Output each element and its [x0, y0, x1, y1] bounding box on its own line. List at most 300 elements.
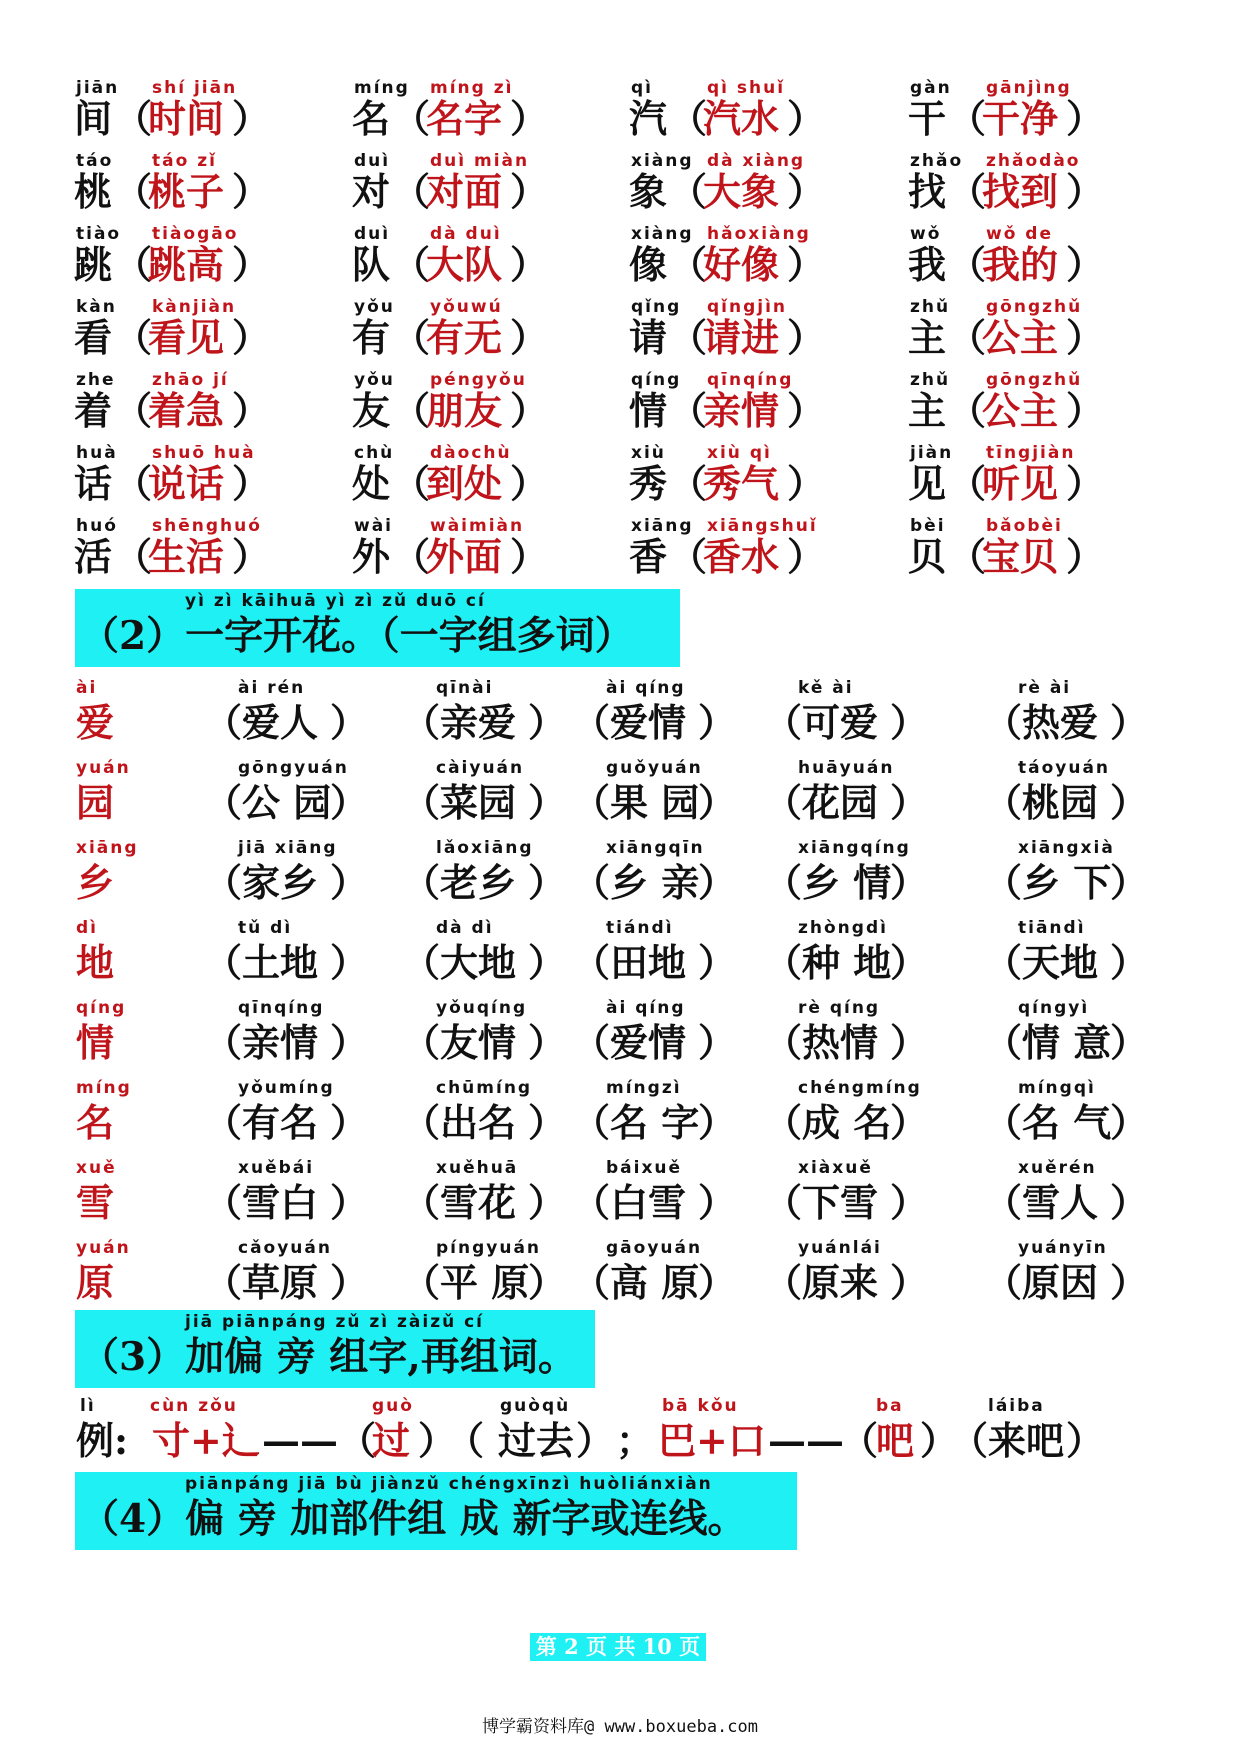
paren-open: （ — [114, 242, 153, 287]
paren-open: （ — [764, 1180, 803, 1225]
char: 处 — [352, 461, 391, 506]
paren-open: （ — [764, 1260, 803, 1305]
paren-close: ） — [510, 169, 549, 214]
word-pinyin: míng zì — [430, 78, 514, 98]
char-pinyin: zhǔ — [910, 297, 951, 317]
paren-open: （ — [984, 700, 1023, 745]
word-pinyin: tiàogāo — [152, 224, 239, 244]
paren-close: ） — [1110, 700, 1149, 745]
char: 香 — [629, 534, 668, 579]
word: 成 名 — [802, 1100, 892, 1145]
paren-close: ） — [418, 1418, 457, 1463]
paren-close: ） — [1066, 388, 1105, 433]
paren-open: （ — [402, 1260, 441, 1305]
paren-close: ） — [1066, 169, 1105, 214]
word-pinyin: huāyuán — [798, 758, 895, 778]
paren-open: （ — [572, 1260, 611, 1305]
word: 田地 — [610, 940, 687, 985]
word-pinyin: yǒumíng — [238, 1078, 335, 1098]
word-pinyin: yuányīn — [1018, 1238, 1108, 1258]
word: 桃园 — [1022, 780, 1099, 825]
paren-close: ） — [787, 242, 826, 287]
row-char: 爱 — [76, 700, 115, 745]
example-label: 例: — [76, 1418, 129, 1463]
char: 情 — [629, 388, 668, 433]
word-pinyin: gāoyuán — [606, 1238, 703, 1258]
paren-open: （ — [392, 242, 431, 287]
word: 桃子 — [148, 169, 225, 214]
word-pinyin: péngyǒu — [430, 370, 527, 390]
paren-open: （ — [402, 940, 441, 985]
word-pinyin: tǔ dì — [238, 918, 293, 938]
word-pinyin: táoyuán — [1018, 758, 1111, 778]
word-pinyin: rè qíng — [798, 998, 881, 1018]
word-pinyin: ài rén — [238, 678, 306, 698]
word-pinyin: píngyuán — [436, 1238, 542, 1258]
paren-close: ） — [232, 96, 271, 141]
example-word2: 来吧 — [988, 1418, 1065, 1463]
paren-open: （ — [764, 940, 803, 985]
paren-close: ） — [330, 1100, 369, 1145]
row-char: 名 — [76, 1100, 115, 1145]
word: 家乡 — [242, 860, 319, 905]
char: 贝 — [908, 534, 947, 579]
paren-open: （ — [948, 96, 987, 141]
char: 像 — [629, 242, 668, 287]
word-pinyin: tīngjiàn — [986, 443, 1076, 463]
word: 热爱 — [1022, 700, 1099, 745]
paren-open: （ — [984, 1100, 1023, 1145]
paren-close: ） — [1110, 1260, 1149, 1305]
paren-open: （ — [114, 534, 153, 579]
example-parts2-pinyin: bā kǒu — [662, 1396, 739, 1416]
char: 话 — [74, 461, 113, 506]
example-word1: 过去 — [498, 1418, 575, 1463]
paren-close: ） — [698, 700, 737, 745]
char-pinyin: xiàng — [631, 224, 694, 244]
word: 天地 — [1022, 940, 1099, 985]
word-pinyin: shuō huà — [152, 443, 256, 463]
char-pinyin: chù — [354, 443, 395, 463]
row-char-pinyin: dì — [76, 918, 98, 938]
paren-open: （ — [669, 315, 708, 360]
paren-open: （ — [204, 1020, 243, 1065]
paren-close: ） — [528, 1100, 567, 1145]
word-pinyin: bǎobèi — [986, 516, 1063, 536]
example-parts1-pinyin: cùn zǒu — [150, 1396, 238, 1416]
word: 看见 — [148, 315, 225, 360]
word: 有名 — [242, 1100, 319, 1145]
paren-open: （ — [950, 1418, 989, 1463]
paren-close: ） — [890, 860, 929, 905]
paren-close: ） — [1066, 534, 1105, 579]
word-pinyin: shí jiān — [152, 78, 238, 98]
word-pinyin: míngqì — [1018, 1078, 1096, 1098]
paren-open: （ — [402, 1100, 441, 1145]
word-pinyin: yuánlái — [798, 1238, 882, 1258]
word: 名 字 — [610, 1100, 700, 1145]
word: 雪花 — [440, 1180, 517, 1225]
word: 乡 情 — [802, 860, 892, 905]
paren-open: （ — [764, 700, 803, 745]
word-pinyin: míngzì — [606, 1078, 682, 1098]
word: 平 原 — [440, 1260, 530, 1305]
word-pinyin: chéngmíng — [798, 1078, 922, 1098]
char-pinyin: táo — [76, 151, 114, 171]
word: 亲情 — [242, 1020, 319, 1065]
word-pinyin: ài qíng — [606, 678, 686, 698]
paren-open: （ — [402, 1020, 441, 1065]
example-char1: 过 — [372, 1418, 411, 1463]
example-word2-pinyin: láiba — [988, 1396, 1045, 1416]
word-pinyin: xiù qì — [707, 443, 772, 463]
example-dash1: —— — [262, 1418, 338, 1463]
word-pinyin: xiàxuě — [798, 1158, 873, 1178]
paren-open: （ — [572, 700, 611, 745]
paren-close: ） — [787, 388, 826, 433]
word: 高 原 — [610, 1260, 700, 1305]
paren-open: （ — [114, 461, 153, 506]
word: 下雪 — [802, 1180, 879, 1225]
word-pinyin: tiāndì — [1018, 918, 1086, 938]
char-pinyin: duì — [354, 224, 391, 244]
row-char: 雪 — [76, 1180, 115, 1225]
word: 菜园 — [440, 780, 517, 825]
paren-open: （ — [948, 242, 987, 287]
paren-open: （ — [572, 860, 611, 905]
word: 亲爱 — [440, 700, 517, 745]
char-pinyin: xiàng — [631, 151, 694, 171]
char-pinyin: duì — [354, 151, 391, 171]
paren-open: （ — [984, 940, 1023, 985]
word: 雪白 — [242, 1180, 319, 1225]
word: 果 园 — [610, 780, 700, 825]
char-pinyin: huà — [76, 443, 118, 463]
char-pinyin: yǒu — [354, 370, 395, 390]
paren-open: （ — [402, 780, 441, 825]
paren-close: ） — [330, 1260, 369, 1305]
paren-close: ） — [698, 860, 737, 905]
word: 种 地 — [802, 940, 892, 985]
paren-open: （ — [572, 780, 611, 825]
word-pinyin: shēnghuó — [152, 516, 262, 536]
page-number: 第 2 页 共 10 页 — [530, 1633, 706, 1661]
word: 干净 — [982, 96, 1059, 141]
paren-open: （ — [114, 169, 153, 214]
word-pinyin: zhǎodào — [986, 151, 1081, 171]
paren-open: （ — [402, 700, 441, 745]
example-semicolon: ； — [616, 1418, 655, 1463]
word-pinyin: qīnài — [436, 678, 494, 698]
row-char-pinyin: míng — [76, 1078, 132, 1098]
paren-close: ） — [528, 940, 567, 985]
paren-open: （ — [114, 96, 153, 141]
word-pinyin: xiāngshuǐ — [707, 516, 818, 536]
paren-open: （ — [114, 315, 153, 360]
paren-close: ） — [1110, 1020, 1149, 1065]
word: 着急 — [148, 388, 225, 433]
paren-close: ） — [890, 1020, 929, 1065]
paren-open: （ — [392, 315, 431, 360]
example-dash2: —— — [768, 1418, 844, 1463]
word: 花园 — [802, 780, 879, 825]
word-pinyin: xiāngxià — [1018, 838, 1115, 858]
word-pinyin: qīnqíng — [238, 998, 325, 1018]
example-word1-pinyin: guòqù — [500, 1396, 571, 1416]
char-pinyin: xiù — [631, 443, 666, 463]
paren-close: ） — [1066, 1418, 1105, 1463]
word-pinyin: qì shuǐ — [707, 78, 786, 98]
section2-title-pinyin: yì zì kāihuā yì zì zǔ duō cí — [185, 591, 486, 611]
char-pinyin: gàn — [910, 78, 952, 98]
paren-close: ） — [1110, 780, 1149, 825]
char-pinyin: kàn — [76, 297, 117, 317]
paren-open: （ — [669, 461, 708, 506]
char-pinyin: jiān — [76, 78, 120, 98]
char-pinyin: xiāng — [631, 516, 694, 536]
word: 香水 — [703, 534, 780, 579]
word: 好像 — [703, 242, 780, 287]
paren-open: （ — [764, 780, 803, 825]
paren-close: ） — [232, 242, 271, 287]
paren-open: （ — [338, 1418, 377, 1463]
paren-open: （ — [572, 1180, 611, 1225]
paren-open: （ — [204, 1260, 243, 1305]
word-pinyin: xuěrén — [1018, 1158, 1097, 1178]
paren-close: ） — [510, 461, 549, 506]
paren-close: ） — [528, 860, 567, 905]
char: 活 — [74, 534, 113, 579]
char-pinyin: qì — [631, 78, 653, 98]
word-pinyin: tiándì — [606, 918, 674, 938]
char: 外 — [352, 534, 391, 579]
char: 找 — [908, 169, 947, 214]
paren-close: ） — [330, 1020, 369, 1065]
char: 象 — [629, 169, 668, 214]
paren-close: ） — [510, 534, 549, 579]
char-pinyin: qíng — [631, 370, 682, 390]
word-pinyin: dà xiàng — [707, 151, 806, 171]
word-pinyin: qǐngjìn — [707, 297, 788, 317]
example-parts1: 寸+辶 — [152, 1418, 260, 1463]
word-pinyin: wàimiàn — [430, 516, 525, 536]
char: 着 — [74, 388, 113, 433]
paren-open: （ — [948, 461, 987, 506]
paren-close: ） — [330, 1180, 369, 1225]
word: 土地 — [242, 940, 319, 985]
paren-open: （ — [984, 1020, 1023, 1065]
word: 老乡 — [440, 860, 517, 905]
section4-title-pinyin: piānpáng jiā bù jiànzǔ chéngxīnzì huòliánxiàn — [185, 1474, 713, 1494]
word-pinyin: gōngyuán — [238, 758, 349, 778]
char: 跳 — [74, 242, 113, 287]
paren-open: （ — [114, 388, 153, 433]
char: 干 — [908, 96, 947, 141]
char: 队 — [352, 242, 391, 287]
paren-close: ） — [698, 1020, 737, 1065]
char: 汽 — [629, 96, 668, 141]
word-pinyin: guǒyuán — [606, 758, 703, 778]
paren-open: （ — [446, 1418, 485, 1463]
section4-title: （4）偏 旁 加部件组 成 新字或连线。 — [80, 1496, 747, 1542]
char-pinyin: zhǎo — [910, 151, 964, 171]
example-char2-pinyin: ba — [876, 1396, 904, 1416]
word: 名 气 — [1022, 1100, 1112, 1145]
paren-close: ） — [1066, 315, 1105, 360]
word-pinyin: yǒuqíng — [436, 998, 528, 1018]
char-pinyin: wǒ — [910, 224, 942, 244]
word-pinyin: xuěhuā — [436, 1158, 519, 1178]
word: 有无 — [426, 315, 503, 360]
paren-open: （ — [984, 860, 1023, 905]
paren-open: （ — [392, 96, 431, 141]
paren-close: ） — [1110, 1100, 1149, 1145]
paren-open: （ — [402, 860, 441, 905]
paren-open: （ — [764, 1100, 803, 1145]
paren-open: （ — [204, 1100, 243, 1145]
paren-close: ） — [528, 780, 567, 825]
paren-close: ） — [330, 860, 369, 905]
char: 桃 — [74, 169, 113, 214]
char-pinyin: wài — [354, 516, 394, 536]
paren-close: ） — [890, 780, 929, 825]
char-pinyin: zhe — [76, 370, 116, 390]
paren-close: ） — [890, 1100, 929, 1145]
example-parts2: 巴+口 — [658, 1418, 766, 1463]
word: 草原 — [242, 1260, 319, 1305]
char: 友 — [352, 388, 391, 433]
word-pinyin: chūmíng — [436, 1078, 533, 1098]
paren-close: ） — [330, 700, 369, 745]
word: 友情 — [440, 1020, 517, 1065]
word-pinyin: gōngzhǔ — [986, 297, 1083, 317]
word: 乡 亲 — [610, 860, 700, 905]
word-pinyin: zhāo jí — [152, 370, 229, 390]
char-pinyin: yǒu — [354, 297, 395, 317]
row-char-pinyin: ài — [76, 678, 98, 698]
char-pinyin: zhǔ — [910, 370, 951, 390]
word: 说话 — [148, 461, 225, 506]
word: 宝贝 — [982, 534, 1059, 579]
paren-close: ） — [330, 940, 369, 985]
word: 公主 — [982, 388, 1059, 433]
paren-close: ） — [787, 534, 826, 579]
paren-open: （ — [948, 534, 987, 579]
paren-close: ） — [510, 315, 549, 360]
word-pinyin: rè ài — [1018, 678, 1072, 698]
paren-close: ） — [232, 534, 271, 579]
paren-open: （ — [204, 700, 243, 745]
paren-open: （ — [669, 96, 708, 141]
word-pinyin: xiāngqíng — [798, 838, 911, 858]
example-char2: 吧 — [876, 1418, 915, 1463]
paren-close: ） — [1066, 242, 1105, 287]
word: 我的 — [982, 242, 1059, 287]
char-pinyin: huó — [76, 516, 118, 536]
word: 乡 下 — [1022, 860, 1112, 905]
word: 公主 — [982, 315, 1059, 360]
paren-close: ） — [232, 315, 271, 360]
row-char-pinyin: xiāng — [76, 838, 139, 858]
char-pinyin: tiào — [76, 224, 122, 244]
paren-open: （ — [669, 534, 708, 579]
paren-open: （ — [572, 1100, 611, 1145]
word: 听见 — [982, 461, 1059, 506]
paren-close: ） — [528, 700, 567, 745]
paren-close: ） — [1110, 860, 1149, 905]
paren-close: ） — [787, 96, 826, 141]
word: 热情 — [802, 1020, 879, 1065]
word: 原来 — [802, 1260, 879, 1305]
paren-close: ） — [890, 940, 929, 985]
paren-close: ） — [698, 1180, 737, 1225]
word: 对面 — [426, 169, 503, 214]
paren-close: ） — [232, 461, 271, 506]
paren-open: （ — [984, 1260, 1023, 1305]
paren-open: （ — [669, 169, 708, 214]
char-pinyin: bèi — [910, 516, 946, 536]
example-char1-pinyin: guò — [372, 1396, 414, 1416]
paren-close: ） — [890, 1260, 929, 1305]
paren-close: ） — [787, 315, 826, 360]
word: 情 意 — [1022, 1020, 1112, 1065]
word-pinyin: wǒ de — [986, 224, 1054, 244]
word: 汽水 — [703, 96, 780, 141]
char: 主 — [908, 315, 947, 360]
paren-open: （ — [572, 1020, 611, 1065]
paren-close: ） — [528, 1260, 567, 1305]
paren-close: ） — [528, 1180, 567, 1225]
paren-close: ） — [1110, 1180, 1149, 1225]
paren-close: ） — [528, 1020, 567, 1065]
char: 名 — [352, 96, 391, 141]
row-char-pinyin: yuán — [76, 758, 131, 778]
word-pinyin: cǎoyuán — [238, 1238, 332, 1258]
word-pinyin: yǒuwú — [430, 297, 503, 317]
char-pinyin: míng — [354, 78, 410, 98]
word-pinyin: kě ài — [798, 678, 854, 698]
row-char: 情 — [76, 1020, 115, 1065]
word: 亲情 — [703, 388, 780, 433]
word-pinyin: duì miàn — [430, 151, 530, 171]
word: 秀气 — [703, 461, 780, 506]
paren-open: （ — [669, 242, 708, 287]
word: 大象 — [703, 169, 780, 214]
paren-open: （ — [764, 860, 803, 905]
char: 秀 — [629, 461, 668, 506]
paren-open: （ — [764, 1020, 803, 1065]
word: 爱人 — [242, 700, 319, 745]
word-pinyin: dàochù — [430, 443, 512, 463]
row-char: 园 — [76, 780, 115, 825]
word-pinyin: gōngzhǔ — [986, 370, 1083, 390]
char-pinyin: jiàn — [910, 443, 954, 463]
word: 原因 — [1022, 1260, 1099, 1305]
paren-close: ） — [510, 242, 549, 287]
paren-close: ） — [890, 1180, 929, 1225]
word: 大队 — [426, 242, 503, 287]
paren-open: （ — [948, 169, 987, 214]
word: 名字 — [426, 96, 503, 141]
word-pinyin: qíngyì — [1018, 998, 1090, 1018]
paren-close: ） — [890, 700, 929, 745]
paren-close: ） — [232, 169, 271, 214]
word: 跳高 — [148, 242, 225, 287]
row-char: 乡 — [76, 860, 115, 905]
word: 到处 — [426, 461, 503, 506]
paren-close: ） — [576, 1418, 615, 1463]
word: 外面 — [426, 534, 503, 579]
